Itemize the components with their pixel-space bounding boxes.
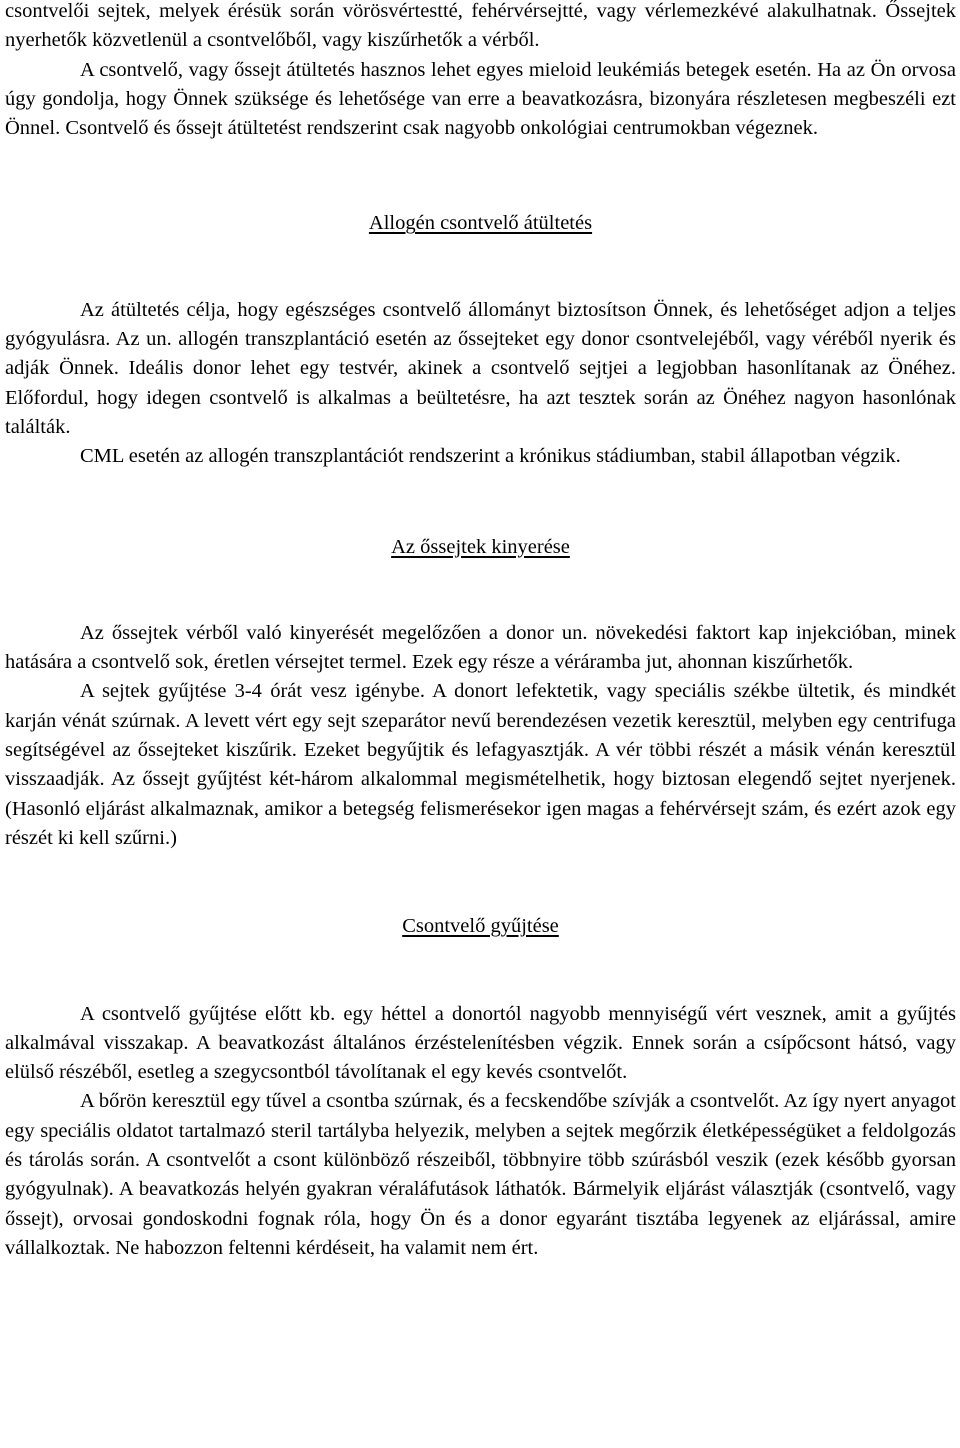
csontvelo-paragraph-1: A csontvelő gyűjtése előtt kb. egy héttel a donortól nagyobb mennyiségű vért vesznek, amit a gyűjtés alkalmával visszakap. A beavatkozást általános érzéstelenítésben végzik. Ennek során a csípőcsont hátsó, vagy elülső részéből, esetleg a szegycsontból távolítanak el egy kevés csontvelőt. — [5, 1002, 956, 1084]
document-page — [5, 0, 956, 1263]
ossejt-block — [5, 619, 956, 853]
intro-paragraph-2: A csontvelő, vagy őssejt átültetés hasznos lehet egyes mieloid leukémiás betegek esetén. Ha az Ön orvosa úgy gondolja, hogy Önnek szüksége és lehetősége van erre a beavatkozásra, bizonyára részletesen megbeszéli ezt Önnel. Csontvelő és őssejt átültetést rendszerint csak nagyobb onkológiai centrumokban végeznek. — [5, 58, 956, 140]
section-heading-ossejt: Az őssejtek kinyerése — [391, 535, 570, 558]
ossejt-paragraph-2: A sejtek gyűjtése 3-4 órát vesz igénybe. A donort lefektetik, vagy speciális székbe ültetik, és mindkét karján vénát szúrnak. A levett vért egy sejt szeparátor nevű berendezésen vezetik keresztül, melyben egy centrifuga segítségével az őssejteket kiszűrik. Ezeket begyűjtik és lefagyasztják. A vér többi részét a másik vénán keresztül visszaadják. Az őssejt gyűjtést két-három alkalommal megismételhetik, hogy biztosan elegendő sejtet nyerjenek. (Hasonló eljárást alkalmaznak, amikor a betegség felismerésekor igen magas a fehérvérsejt szám, és ezért azok egy részét ki kell szűrni.) — [5, 680, 956, 849]
csontvelo-block — [5, 1000, 956, 1264]
csontvelo-paragraph-2: A bőrön keresztül egy tűvel a csontba szúrnak, és a fecskendőbe szívják a csontvelőt. Az így nyert anyagot egy speciális oldatot tartalmazó steril tartályba helyezik, melyben a sejtek megőrzik életképességüket a feldolgozás és tárolás során. A csontvelőt a csont különböző részeiből, többnyire több szúrásból veszik (ezek később gyorsan gyógyulnak). A beavatkozás helyén gyakran véraláfutások láthatók. Bármelyik eljárást választják (csontvelő, vagy őssejt), orvosai gondoskodni fognak róla, hogy Ön és a donor egyaránt tisztába legyenek az eljárással, amire vállalkoztak. Ne habozzon feltenni kérdéseit, ha valamit nem ért. — [5, 1090, 956, 1259]
allogen-block — [5, 296, 956, 472]
ossejt-paragraph-1: Az őssejtek vérből való kinyerését megelőzően a donor un. növekedési faktort kap injekcióban, minek hatására a csontvelő sok, éretlen vérsejtet termel. Ezek egy része a véráramba jut, ahonnan kiszűrhetők. — [5, 621, 956, 674]
intro-block — [5, 0, 956, 143]
allogen-paragraph-1: Az átültetés célja, hogy egészséges csontvelő állományt biztosítson Önnek, és lehetőséget adjon a teljes gyógyulásra. Az un. allogén transzplantáció esetén az őssejteket egy donor csontvelejéből, vagy véréből nyerik és adják Önnek. Ideális donor lehet egy testvér, akinek a csontvelő sejtjei a legjobban hasonlítanak az Önéhez. Előfordul, hogy idegen csontvelő is alkalmas a beültetésre, ha azt tesztek során az Önéhez nagyon hasonlónak találták. — [5, 298, 956, 438]
section-heading-csontvelo: Csontvelő gyűjtése — [402, 915, 559, 938]
section-heading-allogen: Allogén csontvelő átültetés — [368, 212, 593, 235]
allogen-paragraph-2: CML esetén az allogén transzplantációt rendszerint a krónikus stádiumban, stabil állapotban végzik. — [80, 445, 901, 468]
intro-paragraph-1: csontvelői sejtek, melyek érésük során vörösvértestté, fehérvérsejtté, vagy vérlemezkévé alakulhatnak. Őssejtek nyerhetők közvetlenül a csontvelőből, vagy kiszűrhetők a vérből. — [5, 0, 956, 52]
